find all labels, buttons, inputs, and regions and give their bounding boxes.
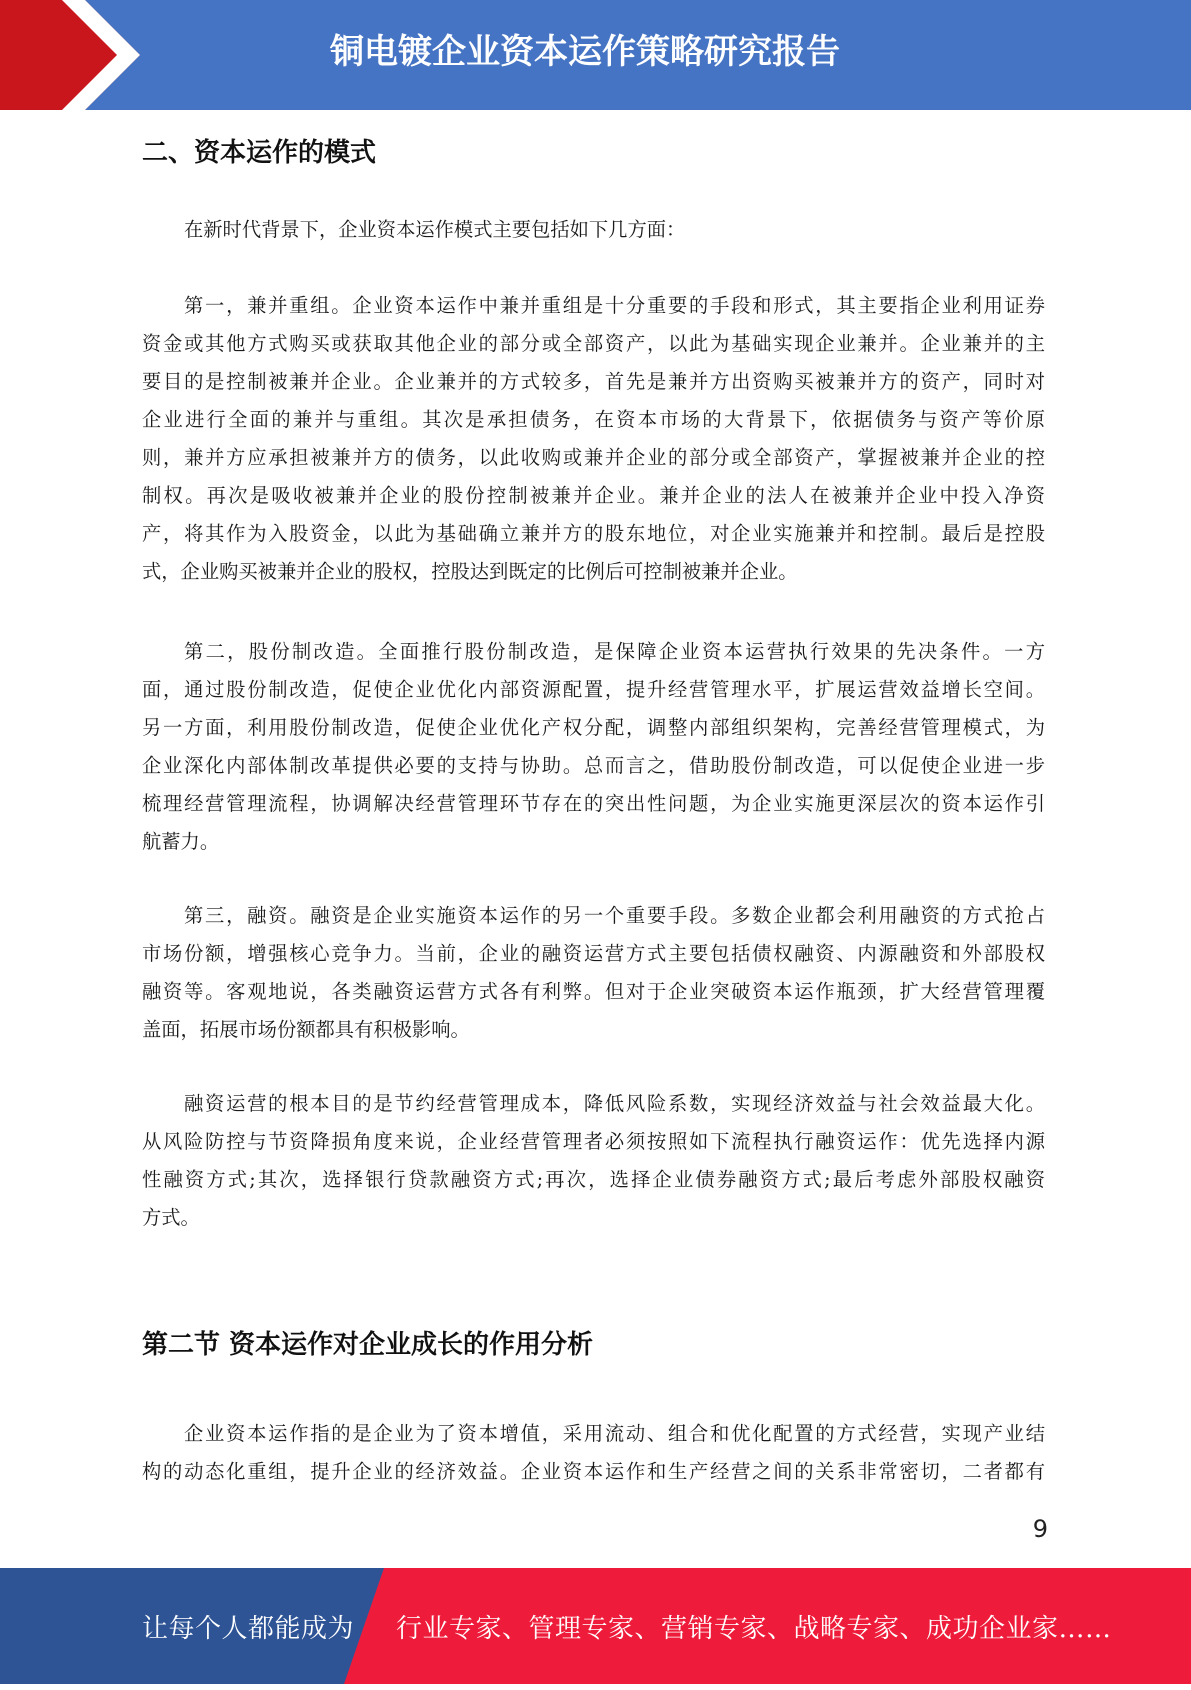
paragraph-financing: [142, 897, 1045, 1049]
paragraph-financing-purpose: [142, 1085, 1045, 1237]
paragraph-line: 制权。再次是吸收被兼并企业的股份控制被兼并企业。兼并企业的法人在被兼并企业中投入净资: [142, 484, 1045, 507]
section-2-heading: 第二节 资本运作对企业成长的作用分析: [142, 1330, 594, 1360]
paragraph-line: 产，将其作为入股资金，以此为基础确立兼并方的股东地位，对企业实施兼并和控制。最后是控股: [142, 522, 1045, 545]
paragraph-line: 盖面，拓展市场份额都具有积极影响。: [142, 1018, 470, 1041]
paragraph-line: 企业深化内部体制改革提供必要的支持与协助。总而言之，借助股份制改造，可以促使企业进一步: [142, 754, 1045, 777]
paragraph-line: 航蓄力。: [142, 830, 220, 853]
paragraph-line: 从风险防控与节资降损角度来说，企业经营管理者必须按照如下流程执行融资运作：优先选择内源: [142, 1130, 1045, 1153]
paragraph-line: 式，企业购买被兼并企业的股权，控股达到既定的比例后可控制被兼并企业。: [142, 560, 798, 583]
paragraph-line: 第三，融资。融资是企业实施资本运作的另一个重要手段。多数企业都会利用融资的方式抢占: [184, 904, 1045, 927]
footer-slogan-left: 让每个人都能成为: [142, 1614, 355, 1644]
paragraph-line: 要目的是控制被兼并企业。企业兼并的方式较多，首先是兼并方出资购买被兼并方的资产，同时对: [142, 370, 1045, 393]
paragraph-line: 构的动态化重组，提升企业的经济效益。企业资本运作和生产经营之间的关系非常密切，二者都有: [142, 1460, 1045, 1483]
footer-banner: [0, 1568, 1191, 1684]
header-banner: [0, 0, 1191, 110]
paragraph-line: 市场份额，增强核心竞争力。当前，企业的融资运营方式主要包括债权融资、内源融资和外部股权: [142, 942, 1045, 965]
paragraph-line: 第二，股份制改造。全面推行股份制改造，是保障企业资本运营执行效果的先决条件。一方: [184, 640, 1045, 663]
paragraph-line: 融资运营的根本目的是节约经营管理成本，降低风险系数，实现经济效益与社会效益最大化。: [184, 1092, 1045, 1115]
header-chevron-decoration: [0, 0, 160, 110]
paragraph-capital-operation-definition: [142, 1415, 1045, 1491]
section-heading: 二、资本运作的模式: [142, 138, 377, 168]
paragraph-mergers: [142, 287, 1045, 591]
paragraph-line: 性融资方式;其次，选择银行贷款融资方式;再次，选择企业债券融资方式;最后考虑外部股权融资: [142, 1168, 1045, 1191]
paragraph-line: 面，通过股份制改造，促使企业优化内部资源配置，提升经营管理水平，扩展运营效益增长空间。: [142, 678, 1045, 701]
paragraph-line: 另一方面，利用股份制改造，促使企业优化产权分配，调整内部组织架构，完善经营管理模式，为: [142, 716, 1045, 739]
footer-slogan-right: 行业专家、管理专家、营销专家、战略专家、成功企业家……: [396, 1614, 1112, 1644]
paragraph-line: 方式。: [142, 1206, 200, 1229]
paragraph-line: 第一，兼并重组。企业资本运作中兼并重组是十分重要的手段和形式，其主要指企业利用证券: [184, 294, 1045, 317]
report-title: 铜电镀企业资本运作策略研究报告: [330, 32, 840, 72]
page-number: 9: [1032, 1515, 1048, 1543]
paragraph-line: 企业资本运作指的是企业为了资本增值，采用流动、组合和优化配置的方式经营，实现产业结: [184, 1422, 1045, 1445]
intro-paragraph: [142, 211, 1045, 249]
paragraph-line: 融资等。客观地说，各类融资运营方式各有利弊。但对于企业突破资本运作瓶颈，扩大经营管理覆: [142, 980, 1045, 1003]
paragraph-line: 梳理经营管理流程，协调解决经营管理环节存在的突出性问题，为企业实施更深层次的资本运作引: [142, 792, 1045, 815]
paragraph-line: 则，兼并方应承担被兼并方的债务，以此收购或兼并企业的部分或全部资产，掌握被兼并企业的控: [142, 446, 1045, 469]
paragraph-line: 资金或其他方式购买或获取其他企业的部分或全部资产，以此为基础实现企业兼并。企业兼并的主: [142, 332, 1045, 355]
paragraph-shareholding-reform: [142, 633, 1045, 861]
paragraph-line: 企业进行全面的兼并与重组。其次是承担债务，在资本市场的大背景下，依据债务与资产等价原: [142, 408, 1045, 431]
intro-line: 在新时代背景下，企业资本运作模式主要包括如下几方面：: [184, 218, 686, 241]
